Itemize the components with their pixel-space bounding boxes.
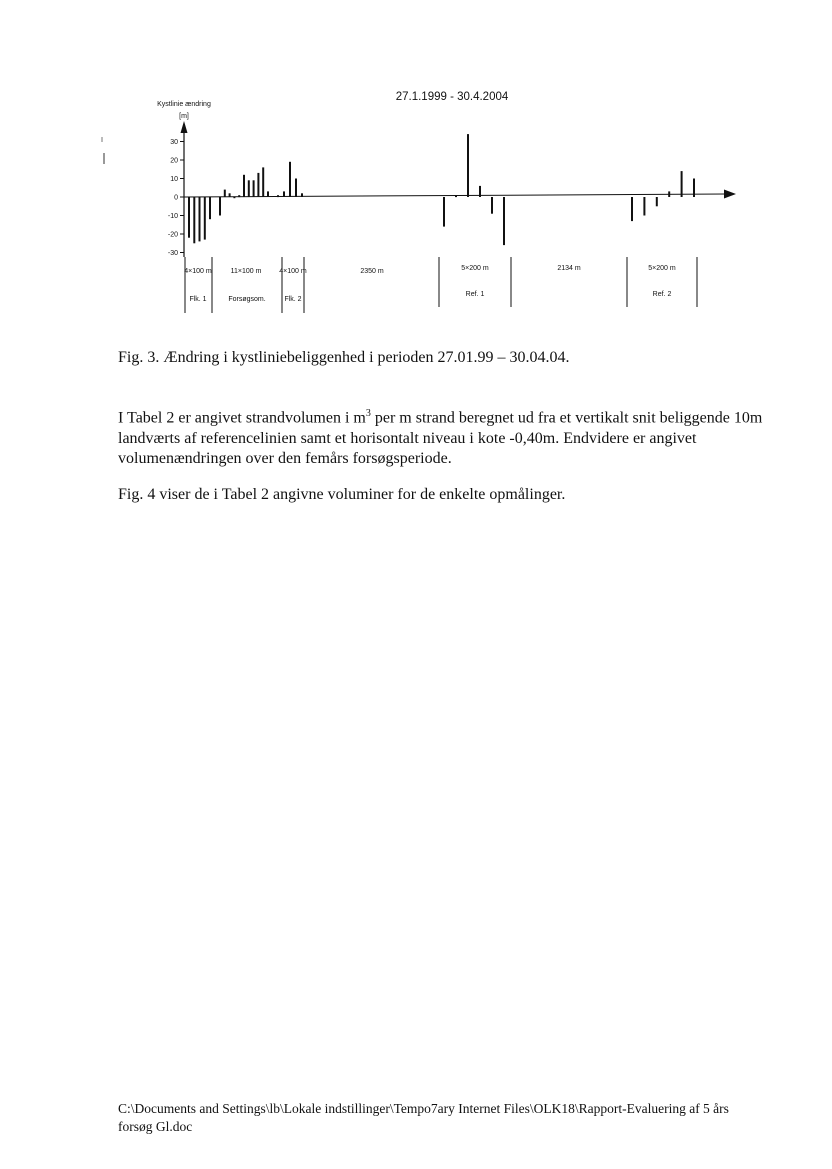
bar <box>188 197 190 238</box>
bar <box>656 197 658 206</box>
y-tick-label: -20 <box>167 231 178 239</box>
section-length-flk1: 4×100 m <box>184 268 212 275</box>
x-axis-arrow-icon <box>724 190 736 199</box>
bar <box>443 197 445 227</box>
section-length-ref1: 5×200 m <box>461 265 489 272</box>
section-length-ref2: 5×200 m <box>648 265 676 272</box>
section-name-ref2: Ref. 2 <box>652 291 672 298</box>
section-length-forsogsom: 11×100 m <box>230 268 262 275</box>
section-length-gap2: 2134 m <box>557 265 581 272</box>
bar <box>301 193 303 197</box>
bar <box>253 180 255 197</box>
y-axis-label: Kystlinie ændring <box>157 101 211 108</box>
bar <box>267 191 269 197</box>
bar <box>693 179 695 198</box>
bar <box>668 191 670 197</box>
bar <box>277 195 279 197</box>
bar <box>643 197 645 216</box>
bar <box>681 171 683 197</box>
bar <box>262 167 264 197</box>
bar <box>295 179 297 198</box>
section-name-flk1: Flk. 1 <box>189 296 207 303</box>
bar <box>209 197 211 219</box>
paragraph-text: per m strand beregnet ud fra et vertikalt snit beliggende 10m landværts af referencelinien samt et horisontalt niveau i kote -0,40m. Endvidere er angivet volumenændringen over den femårs forsøgsperiode. <box>118 409 763 468</box>
bar <box>199 197 201 241</box>
section-name-forsogsom: Forsøgsom. <box>228 296 266 303</box>
bar <box>455 195 457 197</box>
bar <box>238 195 240 197</box>
figure-caption: Fig. 3. Ændring i kystliniebeliggenhed i perioden 27.01.99 – 30.04.04. <box>118 349 570 366</box>
section-length-flk2: 4×100 m <box>279 268 307 275</box>
bar <box>248 180 250 197</box>
y-tick-label: 30 <box>170 139 178 146</box>
y-tick-label: 20 <box>170 157 178 165</box>
shoreline-change-chart <box>0 0 832 340</box>
section-name-ref1: Ref. 1 <box>465 291 485 298</box>
y-axis-arrow-icon <box>181 121 188 133</box>
footer-line: C:\Documents and Settings\lb\Lokale indstillinger\Tempo7ary Internet Files\OLK18\Rapport-Evaluering af 5 års <box>118 1101 729 1116</box>
section-length-gap1: 2350 m <box>360 268 384 275</box>
bar <box>204 197 206 240</box>
bar <box>257 173 259 197</box>
y-axis-unit: [m] <box>179 113 189 120</box>
bar <box>224 190 226 197</box>
superscript: 3 <box>365 408 371 419</box>
y-ticks <box>168 139 184 257</box>
bar <box>491 197 493 214</box>
paragraph-text: I Tabel 2 er angivet strandvolumen i m <box>118 409 366 427</box>
y-tick-label: -30 <box>167 250 178 257</box>
file-path-footer <box>118 1100 798 1136</box>
bar <box>631 197 633 221</box>
bar <box>219 197 221 216</box>
bar <box>233 197 235 198</box>
bars <box>188 134 695 245</box>
bar <box>289 162 291 197</box>
y-tick-label: 0 <box>174 194 178 202</box>
bar <box>193 197 195 243</box>
y-tick-label: -10 <box>167 213 178 220</box>
section-dividers <box>185 257 697 313</box>
paragraph-tabel-2 <box>118 404 778 470</box>
bar <box>283 191 285 197</box>
bar <box>243 175 245 197</box>
y-tick-label: 10 <box>170 176 178 183</box>
bar <box>479 186 481 197</box>
bar <box>467 134 469 197</box>
chart-title: 27.1.1999 - 30.4.2004 <box>395 91 509 103</box>
bar <box>503 197 505 245</box>
paragraph-fig-4: Fig. 4 viser de i Tabel 2 angivne voluminer for de enkelte opmålinger. <box>118 486 566 503</box>
bar <box>229 193 231 197</box>
footer-line: forsøg Gl.doc <box>118 1119 193 1134</box>
section-name-flk2: Flk. 2 <box>284 296 302 303</box>
